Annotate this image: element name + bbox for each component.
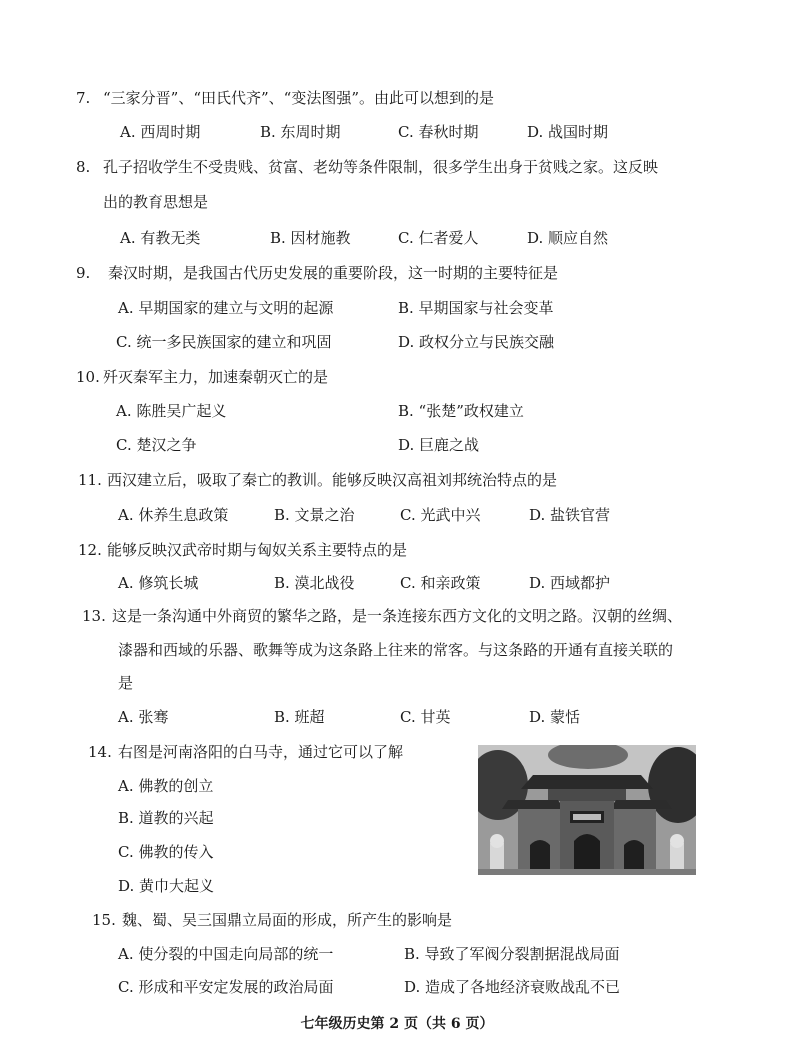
- question-stem: 西汉建立后，吸取了秦亡的教训。能够反映汉高祖刘邦统治特点的是: [107, 471, 558, 489]
- option-d: D. 盐铁官营: [529, 506, 611, 524]
- option-b: B. 漠北战役: [274, 574, 355, 592]
- question-stem: 出的教育思想是: [103, 193, 209, 211]
- question-number: 15.: [92, 911, 116, 929]
- option-b: B. 东周时期: [260, 123, 341, 141]
- option-d: D. 蒙恬: [529, 708, 581, 726]
- option-a: A. 佛教的创立: [118, 777, 214, 795]
- question-number: 11.: [78, 471, 102, 489]
- option-c: C. 和亲政策: [400, 574, 481, 592]
- question-stem: 孔子招收学生不受贵贱、贫富、老幼等条件限制，很多学生出身于贫贱之家。这反映: [103, 158, 659, 176]
- option-b: B. 早期国家与社会变革: [398, 299, 554, 317]
- question-stem: 能够反映汉武帝时期与匈奴关系主要特点的是: [107, 541, 408, 559]
- question-stem: 这是一条沟通中外商贸的繁华之路，是一条连接东西方文化的文明之路。汉朝的丝绸、: [112, 607, 683, 625]
- option-c: C. 甘英: [400, 708, 451, 726]
- option-c: C. 形成和平安定发展的政治局面: [118, 978, 334, 996]
- question-number: 12.: [78, 541, 102, 559]
- option-c: C. 楚汉之争: [116, 436, 197, 454]
- question-number: 9.: [76, 264, 91, 282]
- option-b: B. 道教的兴起: [118, 809, 214, 827]
- option-d: D. 造成了各地经济衰败战乱不已: [404, 978, 621, 996]
- option-d: D. 顺应自然: [527, 229, 609, 247]
- white-horse-temple-photo: [478, 745, 696, 875]
- question-number: 13.: [82, 607, 106, 625]
- option-c: C. 春秋时期: [398, 123, 479, 141]
- question-number: 8.: [76, 158, 91, 176]
- option-b: B. 因材施教: [270, 229, 351, 247]
- option-a: A. 有教无类: [120, 229, 201, 247]
- question-stem: 是: [118, 674, 134, 692]
- option-a: A. 早期国家的建立与文明的起源: [118, 299, 334, 317]
- option-c: C. 光武中兴: [400, 506, 481, 524]
- option-b: B. 导致了军阀分裂割据混战局面: [404, 945, 620, 963]
- page-footer: 七年级历史第 2 页（共 6 页）: [300, 1016, 494, 1032]
- question-number: 7.: [76, 89, 91, 107]
- option-c: C. 统一多民族国家的建立和巩固: [116, 333, 332, 351]
- option-d: D. 战国时期: [527, 123, 609, 141]
- option-d: D. 西域都护: [529, 574, 611, 592]
- option-b: B. “张楚”政权建立: [398, 402, 524, 420]
- option-c: C. 佛教的传入: [118, 843, 214, 861]
- option-a: A. 陈胜吴广起义: [116, 402, 227, 420]
- option-a: A. 休养生息政策: [118, 506, 229, 524]
- question-stem: 右图是河南洛阳的白马寺，通过它可以了解: [118, 743, 404, 761]
- question-stem: 秦汉时期，是我国古代历史发展的重要阶段，这一时期的主要特征是: [108, 264, 559, 282]
- option-a: A. 使分裂的中国走向局部的统一: [118, 945, 334, 963]
- question-stem: “三家分晋”、“田氏代齐”、“变法图强”。由此可以想到的是: [103, 89, 495, 107]
- question-stem: 漆器和西域的乐器、歌舞等成为这条路上往来的常客。与这条路的开通有直接关联的: [118, 641, 674, 659]
- question-number: 14.: [88, 743, 112, 761]
- option-d: D. 巨鹿之战: [398, 436, 480, 454]
- question-stem: 魏、蜀、吴三国鼎立局面的形成，所产生的影响是: [122, 911, 453, 929]
- option-c: C. 仁者爱人: [398, 229, 479, 247]
- option-a: A. 张骞: [118, 708, 169, 726]
- option-b: B. 班超: [274, 708, 325, 726]
- temple-gate-illustration: [478, 745, 696, 875]
- option-d: D. 黄巾大起义: [118, 877, 215, 895]
- option-d: D. 政权分立与民族交融: [398, 333, 555, 351]
- option-b: B. 文景之治: [274, 506, 355, 524]
- option-a: A. 西周时期: [120, 123, 201, 141]
- option-a: A. 修筑长城: [118, 574, 199, 592]
- question-stem: 歼灭秦军主力，加速秦朝灭亡的是: [103, 368, 329, 386]
- question-number: 10.: [76, 368, 100, 386]
